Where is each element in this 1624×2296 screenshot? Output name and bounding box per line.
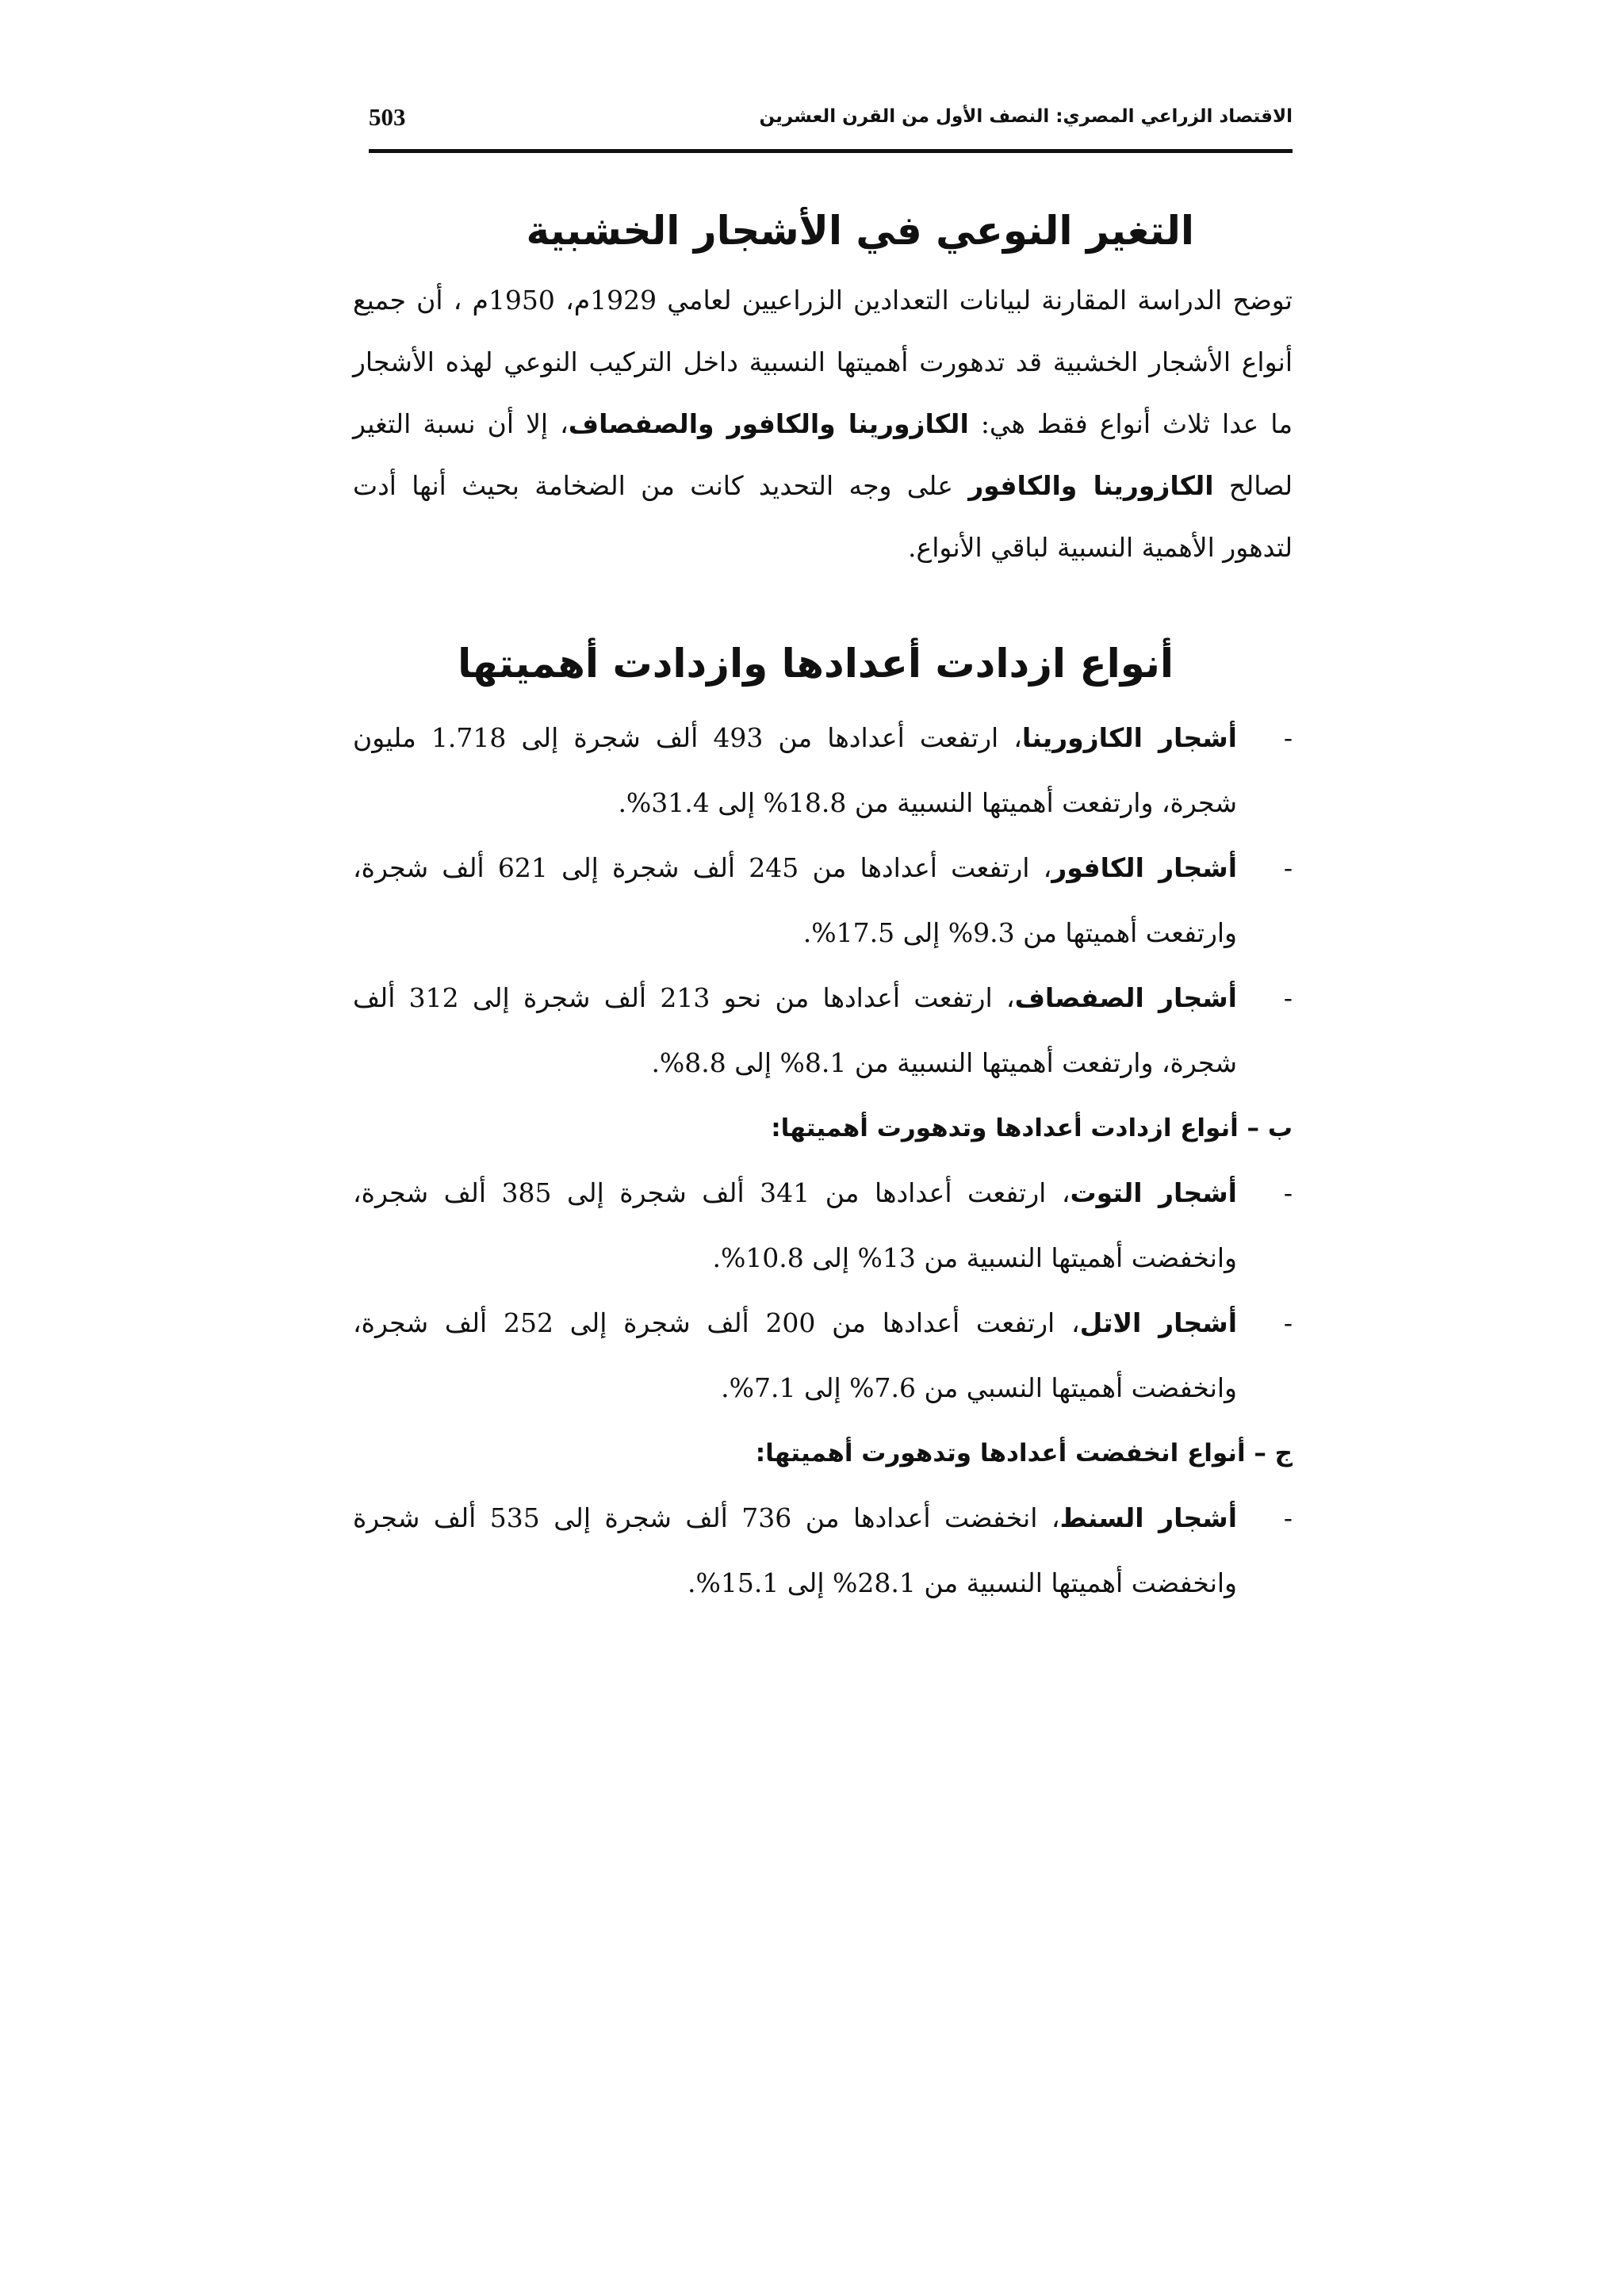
subheading-b: ب – أنواع ازدادت أعدادها وتدهورت أهميتها: <box>771 1114 1293 1142</box>
list-dash: - <box>1283 852 1293 883</box>
list-item-eucalyptus <box>353 836 1293 966</box>
species-name: أشجار الصفصاف <box>1014 982 1237 1013</box>
list-item-acacia <box>353 1486 1293 1616</box>
running-title: الاقتصاد الزراعي المصري: النصف الأول من القرن العشرين <box>759 106 1293 127</box>
section-heading-increased-species: أنواع ازدادت أعدادها وازدادت أهميتها <box>458 641 1174 687</box>
list-dash: - <box>1283 1307 1293 1338</box>
intro-text-mid: ، إلا أن نسبة التغير لصالح <box>353 408 1293 501</box>
section-heading-qualitative-change: التغير النوعي في الأشجار الخشبية <box>526 208 1194 254</box>
species-text: ، ارتفعت أعدادها من 200 ألف شجرة إلى 252 ألف شجرة، وانخفضت أهميتها النسبي من 7.6% إلى 7.1%. <box>353 1307 1237 1403</box>
intro-paragraph <box>353 270 1293 579</box>
list-item-willow <box>353 966 1293 1096</box>
species-text: ، ارتفعت أعدادها من 245 ألف شجرة إلى 621 ألف شجرة، وارتفعت أهميتها من 9.3% إلى 17.5%. <box>353 852 1237 948</box>
list-item-casuarina <box>353 706 1293 836</box>
species-name: أشجار السنط <box>1059 1502 1238 1533</box>
list-dash: - <box>1283 982 1293 1013</box>
intro-text-start: توضح الدراسة المقارنة لبيانات التعدادين الزراعيين لعامي 1929م، 1950م ، أن جميع أنواع الأشجار الخشبية قد تدهورت أهميتها النسبية داخل التركيب النوعي لهذه الأشجار ما عدا ثلاث أنواع فقط هي: <box>353 285 1293 439</box>
intro-text-end: على وجه التحديد كانت من الضخامة بحيث أنها أدت لتدهور الأهمية النسبية لباقي الأنواع. <box>353 470 1293 563</box>
species-list <box>353 706 1293 1616</box>
list-dash: - <box>1283 1177 1293 1208</box>
species-text: ، ارتفعت أعدادها من نحو 213 ألف شجرة إلى 312 ألف شجرة، وارتفعت أهميتها النسبية من 8.1% إلى 8.8%. <box>353 982 1237 1078</box>
species-text: ، ارتفعت أعدادها من 493 ألف شجرة إلى 1.718 مليون شجرة، وارتفعت أهميتها النسبية من 18.8% إلى 31.4%. <box>353 722 1237 818</box>
species-name: أشجار الكافور <box>1051 852 1238 883</box>
intro-bold-species: الكازورينا والكافور والصفصاف <box>568 408 969 439</box>
species-name: أشجار الاتل <box>1079 1307 1238 1338</box>
subheading-c: ج – أنواع انخفضت أعدادها وتدهورت أهميتها: <box>755 1439 1293 1468</box>
list-dash: - <box>1283 1502 1293 1533</box>
list-item-mulberry <box>353 1161 1293 1291</box>
intro-bold-species-2: الكازورينا والكافور <box>968 470 1214 501</box>
list-item-tamarisk <box>353 1291 1293 1421</box>
species-name: أشجار الكازورينا <box>1021 722 1237 753</box>
species-text: ، انخفضت أعدادها من 736 ألف شجرة إلى 535 ألف شجرة وانخفضت أهميتها النسبية من 28.1% إلى 15.1%. <box>353 1502 1237 1598</box>
page-header <box>369 101 1293 153</box>
species-name: أشجار التوت <box>1070 1177 1237 1208</box>
species-text: ، ارتفعت أعدادها من 341 ألف شجرة إلى 385 ألف شجرة، وانخفضت أهميتها النسبية من 13% إلى 10.8%. <box>353 1177 1237 1273</box>
list-dash: - <box>1283 722 1293 753</box>
page-number: 503 <box>369 103 406 131</box>
